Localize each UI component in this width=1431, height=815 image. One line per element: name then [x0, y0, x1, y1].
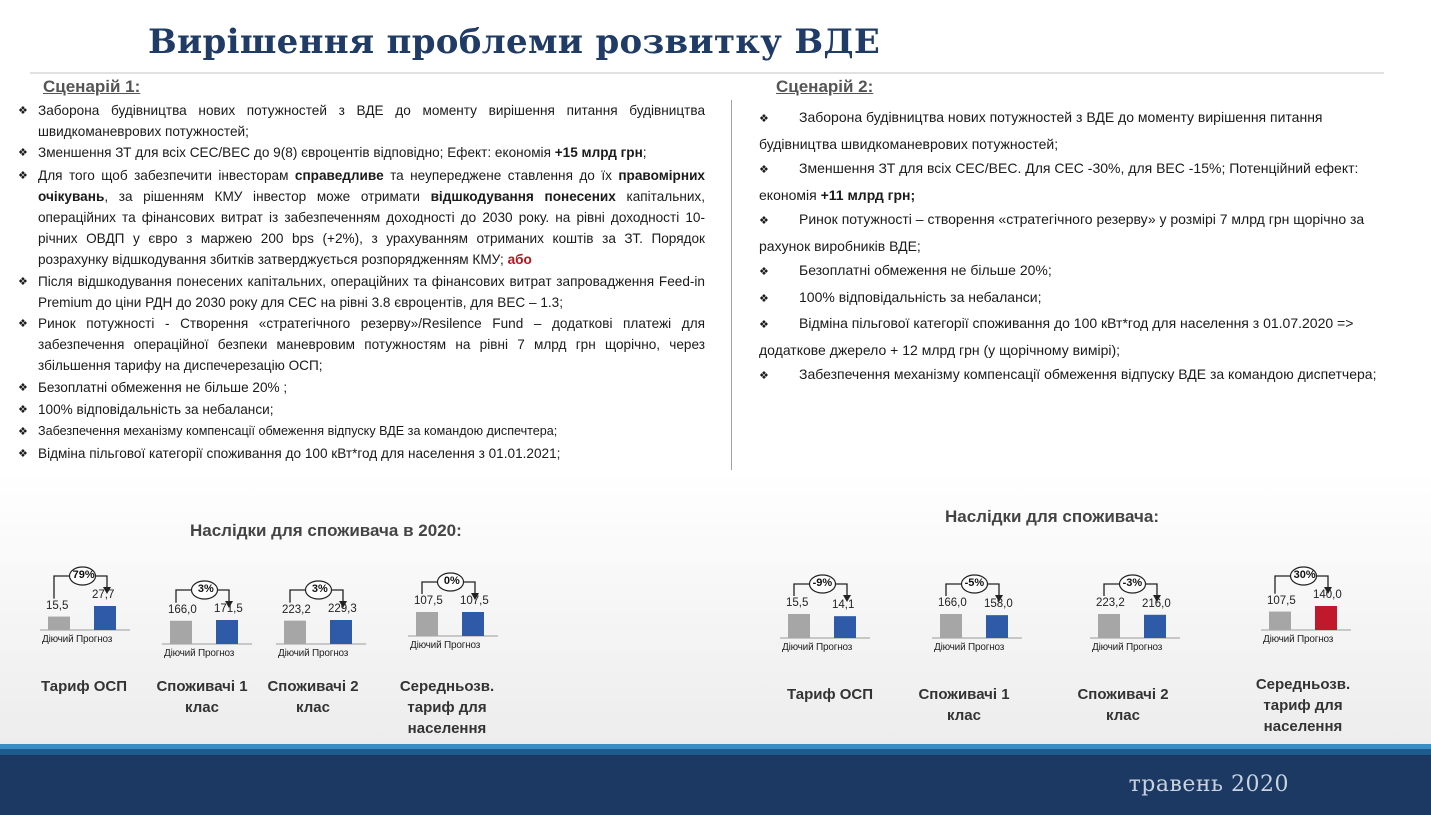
bullet-icon: ❖ [18, 147, 28, 160]
forecast-value: 140,0 [1313, 589, 1342, 601]
mini-chart [1088, 556, 1184, 666]
forecast-bar [1144, 615, 1166, 638]
forecast-bar [1315, 606, 1337, 630]
change-percent: 3% [311, 583, 328, 595]
bullet-icon: ❖ [18, 105, 28, 117]
chart-caption: Споживачі 2 клас [1077, 686, 1169, 724]
current-value: 15,5 [786, 597, 809, 609]
bullet-icon: ❖ [18, 275, 28, 288]
current-value: 223,2 [282, 603, 311, 616]
mini-chart [930, 556, 1026, 666]
list-item: ❖ Відміна пільгової категорії споживання до 100 кВт*год для населення з 01.07.2020 => додаткове джерело + 12 млрд грн (у щорічному вимірі); [759, 315, 1354, 358]
forecast-bar [330, 620, 352, 644]
list-item: ❖ Безоплатні обмеження не більше 20%; [759, 258, 1379, 285]
bullet-icon: ❖ [759, 164, 769, 176]
slide-title: Вирішення проблеми розвитку ВДЕ [148, 22, 881, 62]
axis-labels: Діючий Прогноз [42, 634, 113, 645]
mini-chart [38, 548, 134, 658]
current-bar [1269, 612, 1291, 630]
current-bar [940, 614, 962, 638]
forecast-value: 171,5 [214, 603, 243, 615]
current-value: 15,5 [46, 599, 69, 612]
current-bar [48, 617, 70, 630]
list-item: ❖ Ринок потужності - Створення «стратегічного резерву»/Resilence Fund – додаткові платежі для забезпечення операційної безпеки маневровим потужностям на рівні 7 млрд грн щорічно, через збільшення тарифу на диспечерезацію ОСП; [18, 313, 705, 377]
change-percent: -9% [812, 577, 833, 589]
forecast-bar [216, 620, 238, 644]
forecast-value: 216,0 [1142, 597, 1171, 610]
current-bar [788, 614, 810, 638]
scenario-2-consequences-title: Наслідки для споживача: [945, 507, 1160, 526]
list-item: ❖ 100% відповідальність за небаланси; [759, 285, 1379, 312]
current-value: 166,0 [938, 597, 967, 609]
forecast-bar [94, 606, 116, 630]
forecast-value: 107,5 [460, 595, 489, 607]
forecast-bar [986, 615, 1008, 638]
change-percent: -5% [964, 577, 985, 589]
list-item: ❖ Забезпечення механізму компенсації обмеження відпуску ВДЕ за командою диспечтера; [18, 421, 705, 443]
list-item: ❖ Після відшкодування понесених капітальних, операційних та фінансових витрат запровадження Feed-in Premium до ціни РДН до 2030 року для СЕС на рівні 3.8 євроцентів, для ВЕС – 1.3; [18, 271, 705, 313]
list-item: ❖ Заборона будівництва нових потужностей з ВДЕ до моменту вирішення питання будівництва швидкоманеврових потужностей; [18, 100, 705, 142]
current-value: 107,5 [414, 595, 443, 607]
footer-date: травень 2020 [1128, 772, 1289, 797]
change-percent: 30% [1293, 569, 1316, 581]
axis-labels: Діючий Прогноз [1092, 642, 1163, 653]
chart-caption: Тариф ОСП [40, 678, 128, 695]
forecast-bar [462, 612, 484, 636]
bullet-icon: ❖ [18, 448, 28, 461]
list-item: ❖ Для того щоб забезпечити інвесторам справедливе та неупереджене ставлення до їх правомірних очікувань, за рішенням КМУ інвестор може отримати відшкодування понесених капітальних, операційних та фінансових витрат із забезпеченням доходності до 2030 року. на рівні доходності 10-річних ОВДП у євро з маржею 200 bps (+2%), з урахуванням отриманих коштів за ЗТ. Порядок розрахунку відшкодування збитків затверджується розпорядженням КМУ; або [18, 165, 705, 271]
current-value: 223,2 [1096, 597, 1125, 609]
scenario-1-list [18, 100, 705, 465]
forecast-value: 27,7 [92, 589, 115, 601]
change-percent: 3% [197, 583, 214, 595]
current-bar [1098, 614, 1120, 638]
forecast-value: 229,3 [328, 603, 357, 615]
axis-labels: Діючий Прогноз [164, 648, 235, 659]
list-item: ❖ Зменшення ЗТ для всіх СЕС/ВЕС. Для СЕС -30%, для ВЕС -15%; Потенційний ефект: економія +11 млрд грн; [759, 160, 1359, 203]
forecast-value: 158,0 [984, 598, 1013, 611]
chart-caption: Споживачі 1 клас [918, 686, 1010, 724]
bullet-icon: ❖ [759, 113, 769, 125]
scenario-2-list [759, 105, 1379, 389]
bullet-icon: ❖ [18, 403, 28, 416]
list-item: ❖ Забезпечення механізму компенсації обмеження відпуску ВДЕ за командою диспетчера; [759, 362, 1379, 389]
scenario-1-consequences-title: Наслідки для споживача в 2020: [190, 521, 462, 540]
footer-accent-line [0, 749, 1431, 755]
mini-chart [1259, 548, 1355, 658]
bullet-icon: ❖ [759, 266, 769, 278]
change-percent: 79% [72, 569, 95, 581]
list-item: ❖ Зменшення ЗТ для всіх СЕС/ВЕС до 9(8) євроцентів відповідно; Ефект: економія +15 млрд грн; [18, 142, 705, 164]
list-item: ❖ 100% відповідальність за небаланси; [18, 399, 705, 421]
bullet-icon: ❖ [18, 318, 28, 331]
chart-caption: Споживачі 2 клас [267, 678, 359, 716]
change-percent: 0% [443, 575, 460, 587]
list-item: ❖ Безоплатні обмеження не більше 20% ; [18, 377, 705, 399]
bullet-icon: ❖ [759, 215, 769, 227]
mini-chart [778, 556, 874, 666]
bullet-icon: ❖ [759, 292, 769, 305]
current-bar [284, 621, 306, 644]
current-value: 166,0 [168, 603, 197, 616]
title-divider [30, 72, 1384, 74]
bullet-icon: ❖ [18, 426, 28, 439]
chart-caption: Середньозв. тариф для населення [399, 678, 495, 737]
bullet-icon: ❖ [759, 319, 769, 331]
axis-labels: Діючий Прогноз [934, 642, 1005, 653]
list-item: ❖ Ринок потужності – створення «стратегічного резерву» у розмірі 7 млрд грн щорічно за рахунок виробників ВДЕ; [759, 211, 1365, 254]
mini-chart [160, 562, 256, 672]
chart-caption: Середньозв. тариф для населення [1255, 676, 1351, 735]
mini-chart [406, 554, 502, 664]
change-percent: -3% [1122, 577, 1143, 589]
chart-caption: Споживачі 1 клас [156, 678, 248, 716]
current-bar [170, 621, 192, 644]
bullet-icon: ❖ [18, 169, 28, 182]
current-value: 107,5 [1267, 594, 1296, 607]
forecast-value: 14,1 [832, 599, 855, 612]
chart-caption: Тариф ОСП [786, 686, 874, 703]
list-item: ❖ Відміна пільгової категорії споживання до 100 кВт*год для населення з 01.01.2021; [18, 443, 705, 465]
axis-labels: Діючий Прогноз [1263, 634, 1334, 645]
mini-chart [274, 562, 370, 672]
scenario-2-heading: Сценарій 2: [776, 77, 874, 96]
current-bar [416, 612, 438, 636]
axis-labels: Діючий Прогноз [410, 640, 481, 651]
bullet-icon: ❖ [759, 370, 769, 382]
scenario-1-heading: Сценарій 1: [43, 77, 141, 96]
axis-labels: Діючий Прогноз [278, 648, 349, 659]
forecast-bar [834, 616, 856, 638]
bullet-icon: ❖ [18, 381, 28, 394]
axis-labels: Діючий Прогноз [782, 642, 853, 653]
list-item: ❖ Заборона будівництва нових потужностей з ВДЕ до моменту вирішення питання будівництва швидкоманеврових потужностей; [759, 109, 1323, 152]
